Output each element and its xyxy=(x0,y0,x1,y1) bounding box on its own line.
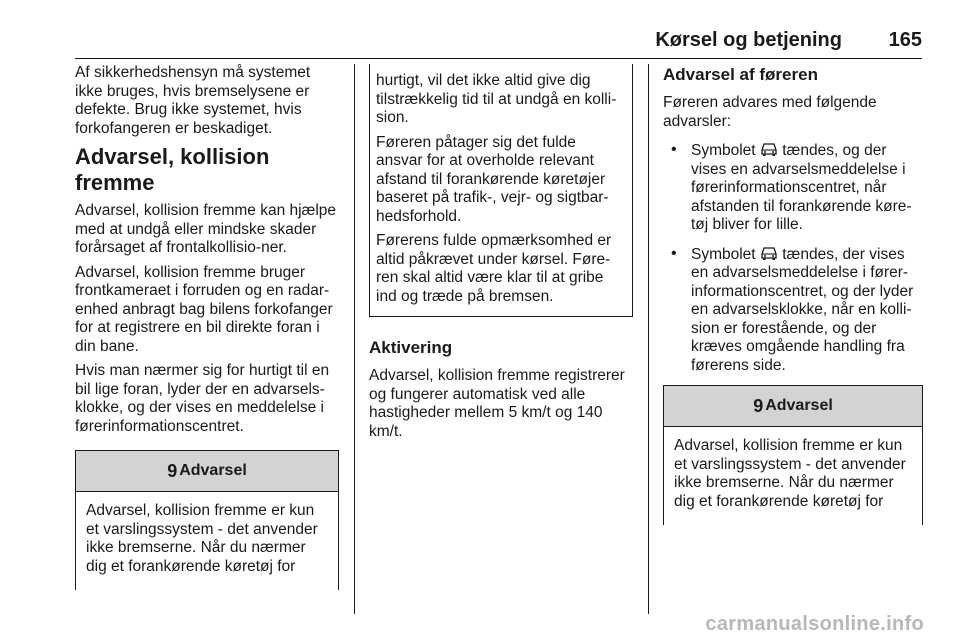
section-heading: Aktivering xyxy=(369,338,453,357)
vehicle-ahead-icon xyxy=(760,141,778,157)
body-paragraph: Advarsel, kollision fremme bruger frontkameraet i forruden og en radar-enhed anbragt bag bilens forkofanger for at registrere en bil direkte foran i din bane. xyxy=(75,263,333,355)
intro-paragraph: Føreren advares med følgende advarsler: xyxy=(663,94,877,130)
warning-text: hurtigt, vil det ikke altid give dig tilstrækkelig tid til at undgå en kolli-sion. xyxy=(376,72,617,126)
section-heading: Advarsel af føreren xyxy=(663,65,818,84)
warning-box xyxy=(75,450,339,590)
warning-symbol-icon: 9 xyxy=(753,395,764,416)
body-paragraph: Advarsel, kollision fremme registrerer og fungerer automatisk ved alle hastigheder mellem 5 km/t og 140 km/t. xyxy=(369,367,625,440)
warning-symbol-icon: 9 xyxy=(167,460,178,481)
warning-text: Førerens fulde opmærksomhed er altid påkrævet under kørsel. Føre-ren skal altid være klar til at gribe ind og træde på bremsen. xyxy=(376,232,612,305)
warning-list xyxy=(663,141,923,375)
list-item-text: Symbolet xyxy=(691,142,756,159)
column-divider xyxy=(648,64,649,614)
bullet-icon: • xyxy=(671,141,677,158)
section-title: Kørsel og betjening xyxy=(655,29,842,51)
column-right xyxy=(663,64,923,525)
column-left xyxy=(75,64,339,590)
section-heading: Advarsel, kollision fremme xyxy=(75,144,270,195)
page-header xyxy=(75,26,922,59)
body-paragraph: Hvis man nærmer sig for hurtigt til en bil lige foran, lyder der en advarsels-klokke, og der vises en meddelelse i førerinformationscentret. xyxy=(75,362,330,435)
body-paragraph: Advarsel, kollision fremme kan hjælpe med at undgå eller mindske skader forårsaget af frontalkollisio-ner. xyxy=(75,202,337,256)
warning-box-continued xyxy=(369,64,633,317)
warning-header xyxy=(664,386,922,427)
warning-text: Advarsel, kollision fremme er kun et varslingssystem - det anvender ikke bremserne. Når du nærmer dig et forankørende køretøj for xyxy=(86,502,318,575)
watermark: carmanualsonline.info xyxy=(705,613,924,635)
list-item xyxy=(663,141,923,235)
intro-paragraph: Af sikkerhedshensyn må systemet ikke bruges, hvis bremselysene er defekte. Brug ikke systemet, hvis forkofangeren er beskadiget. xyxy=(75,64,311,137)
column-middle xyxy=(369,64,633,447)
warning-text: Føreren påtager sig det fulde ansvar for at overholde relevant afstand til forankørende køretøjer baseret på trafik-, vejr- og sigtbar-hedsforhold. xyxy=(376,133,609,225)
warning-header xyxy=(76,451,338,492)
warning-body xyxy=(76,492,338,590)
column-divider xyxy=(354,64,355,614)
warning-box xyxy=(663,385,923,525)
list-item-text: tændes, og der vises en advarselsmeddelelse i førerinformationscentret, når afstanden til forankørende køre-tøj bliver for lille. xyxy=(691,142,912,233)
page-number: 165 xyxy=(888,29,922,51)
warning-label: Advarsel xyxy=(179,462,247,479)
warning-body xyxy=(664,427,922,525)
warning-text: Advarsel, kollision fremme er kun et varslingssystem - det anvender ikke bremserne. Når du nærmer dig et forankørende køretøj for xyxy=(674,437,906,510)
vehicle-ahead-icon xyxy=(760,245,778,261)
list-item-text: Symbolet xyxy=(691,245,756,263)
warning-label: Advarsel xyxy=(765,397,833,414)
bullet-icon: • xyxy=(671,244,677,262)
list-item xyxy=(663,245,923,376)
list-item-text: tændes, der vises en advarselsmeddelelse i fører-informationscentret, og der lyder en advarselsklokke, når en kolli-sion er forestående, og der kræves omgående handling fra førerens side. xyxy=(691,245,914,374)
